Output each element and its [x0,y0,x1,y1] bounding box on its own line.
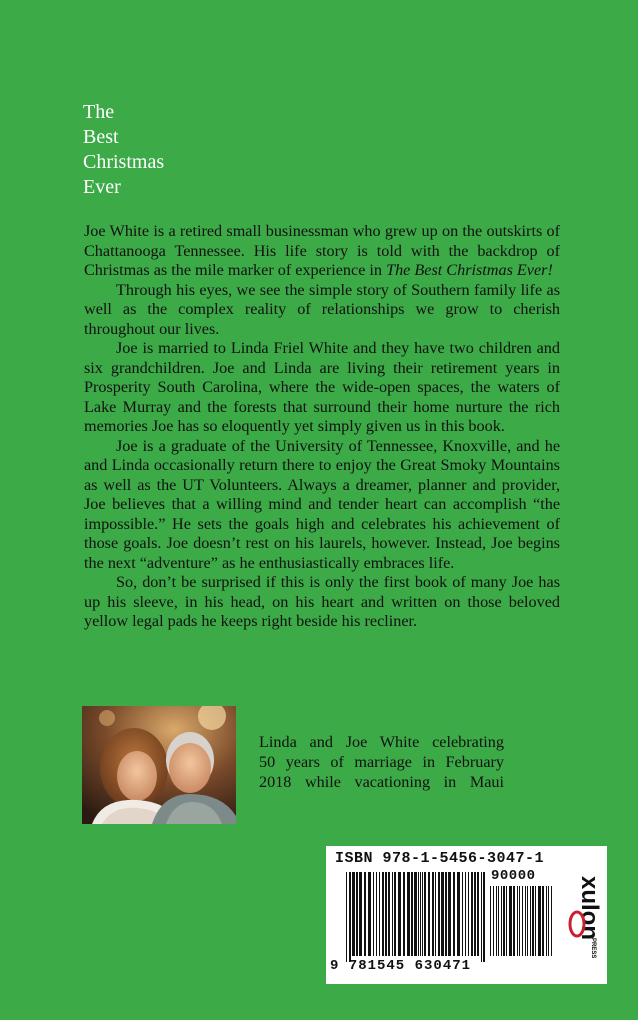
barcode-bar [477,872,479,956]
blurb-paragraph: So, don’t be surprised if this is only the first book of many Joe has up his sleeve, in his head, on his heart and written on those beloved yellow legal pads he keeps right beside his recliner. [84,573,560,630]
barcode-bar [519,886,520,956]
barcode-bar [457,872,460,956]
barcode-bar [498,886,499,956]
author-photo [82,706,236,824]
barcode-bar [368,872,371,956]
barcode-bar [527,886,528,956]
barcode-bar [483,872,485,962]
title-line: The [83,101,115,123]
barcode-bar [468,872,469,956]
barcode-bar [424,872,426,956]
barcode-bar [418,872,419,956]
barcode-bar [411,872,413,956]
xulon-press-logo [558,872,602,958]
barcode-bar [379,872,380,956]
barcode-bar [414,872,417,956]
barcode-bar [525,886,526,956]
barcode-bar [530,886,531,956]
title-line: Best [83,126,119,148]
barcode-bar [428,872,430,956]
barcode-bar [441,872,444,956]
barcode-bar [448,872,451,956]
barcode-bar [522,886,523,956]
isbn-barcode [326,846,607,984]
barcode-bar [462,872,463,956]
isbn-number: ISBN 978-1-5456-3047-1 [335,850,545,867]
barcode-bar [385,872,387,956]
ean-number: 9 781545 630471 [330,958,472,974]
barcode-bar [382,872,384,956]
blurb-paragraph: Through his eyes, we see the simple story of Southern family life as well as the complex reality of relationships we grow to cherish throughout our lives. [84,280,560,338]
barcode-bar [388,872,390,956]
barcode-bar [538,886,541,956]
barcode-bar [501,886,502,956]
barcode-bar [346,872,347,962]
barcode-bar [373,872,374,956]
title-line: Ever [83,176,121,198]
barcode-bar [551,886,552,956]
barcode-bar [398,872,401,956]
barcode-bar [517,886,518,956]
barcode-bar [506,886,507,956]
barcode-bar [493,886,494,956]
blurb-text: Joe White is a retired small businessman who grew up on the outskirts of Chattanooga Tennessee. His life story is told with the backdrop of Christmas as the mile marker of experience in [84,222,560,279]
caption-line: Linda and Joe White celebrating [259,733,504,751]
barcode-bar [513,886,515,956]
barcode-bar [445,872,447,956]
barcode-bar [420,872,421,956]
photo-caption [259,732,504,792]
barcode-bar [392,872,393,956]
barcode-bar [474,872,476,956]
barcode-bar [403,872,405,956]
barcode-bar [438,872,440,956]
barcode-bar [490,886,491,956]
title-line: Christmas [83,151,165,173]
author-blurb [84,222,560,632]
barcode-bar [376,872,377,956]
blurb-paragraph [84,222,560,281]
book-title [83,100,164,200]
barcode-bar [548,886,549,956]
barcode-bar [503,886,505,956]
blurb-paragraph: Joe is married to Linda Friel White and they have two children and six grandchildren. Joe and Linda are living their retirement years in Prosperity South Carolina, where the wide-open spaces, the waters of Lake Murray and the forests that surround their home nurture the rich memories Joe has so eloquently yet simply given us in this book. [84,339,560,435]
barcode-bar [481,872,482,962]
caption-line: 50 years of marriage in February [259,753,504,771]
barcode-bar [356,872,358,956]
barcode-bar [432,872,434,956]
logo-wordmark: xulon [576,876,602,940]
barcode-bar [535,886,536,956]
book-title-reference: The Best Christmas Ever! [386,261,553,279]
barcode-bar [435,872,436,956]
caption-line: 2018 while vacationing in Maui [259,773,504,791]
barcode-bar [496,886,497,956]
barcode-bar [471,872,473,956]
barcode-bar [407,872,410,956]
barcode-bar [546,886,547,956]
barcode-bar [532,886,534,956]
barcode-bar [394,872,396,956]
barcode-bar [352,872,355,956]
barcode-bar [542,886,544,956]
price-addon-code: 90000 [491,868,536,884]
barcode-bar [453,872,455,956]
logo-press: PRESS [590,938,596,958]
blurb-paragraph: Joe is a graduate of the University of Tennessee, Knoxville, and he and Linda occasionally return there to enjoy the Great Smoky Mountains as well as the UT Volunteers. Always a dreamer, planner and provider, Joe believes that a willing mind and tender heart can accomplish “the impossible.” He sets the goals high and celebrates his achievement of those goals. Joe doesn’t rest on his laurels, however. Instead, Joe begins the next “adventure” as he enthusiastically embraces life. [84,436,560,572]
barcode-bar [364,872,366,956]
barcode-bar [465,872,466,956]
barcode-bar [359,872,362,956]
barcode-bar [349,872,351,962]
barcode-bar [509,886,512,956]
barcode-bar [422,872,423,956]
